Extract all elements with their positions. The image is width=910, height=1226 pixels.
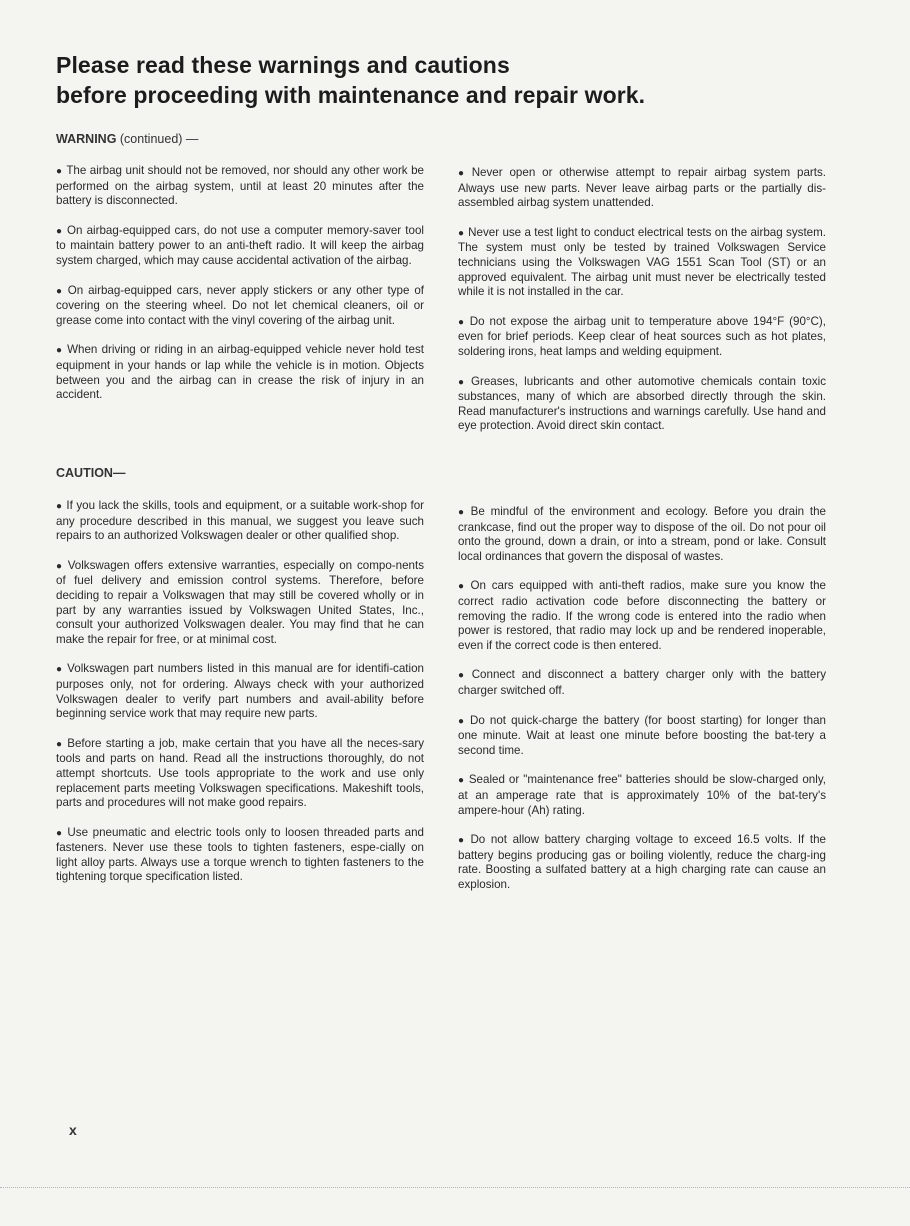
caution-item: ● Be mindful of the environment and ecology. Before you drain the crankcase, find out the proper way to dispose of the oil. Do not pour oil onto the ground, down a drain, or into a stream, pond or lake. Consult local ordinances that govern the disposal of wastes. (458, 505, 826, 563)
bullet-icon: ● (458, 507, 467, 518)
caution-right-column (458, 505, 826, 907)
title-line-1: Please read these warnings and cautions (56, 52, 510, 78)
warning-item: ● When driving or riding in an airbag-equipped vehicle never hold test equipment in your hands or lap while the vehicle is in motion. Objects between you and the airbag can in crease the risk of injury in an accident. (56, 343, 424, 402)
bullet-icon: ● (458, 835, 467, 847)
warning-item: ● On airbag-equipped cars, do not use a computer memory-saver tool to maintain battery power to an anti-theft radio. It will keep the airbag system charged, which may cause accidental activation of the airbag. (56, 223, 424, 267)
bullet-icon: ● (56, 166, 63, 177)
bullet-icon: ● (56, 664, 64, 676)
warning-left-column (56, 164, 424, 418)
warning-suffix: (continued) — (116, 132, 199, 146)
caution-item: ● Connect and disconnect a battery charger only with the battery charger switched off. (458, 668, 827, 697)
caution-heading (56, 466, 125, 480)
bullet-icon: ● (56, 560, 64, 572)
warning-right-column (458, 166, 826, 449)
warning-item: ● On airbag-equipped cars, never apply stickers or any other type of covering on the steering wheel. Do not let chemical cleaners, oil or grease come into contact with the vinyl covering of the airbag unit. (56, 283, 425, 327)
scan-edge-divider (0, 1187, 910, 1189)
bullet-icon: ● (458, 670, 468, 682)
caution-item: ● Do not quick-charge the battery (for boost starting) for longer than one minute. Wait at least one minute before boosting the bat-tery a second time. (458, 713, 826, 757)
bullet-icon: ● (56, 225, 63, 237)
bullet-icon: ● (56, 738, 64, 750)
page-title (56, 50, 645, 110)
warning-label: WARNING (56, 132, 117, 146)
bullet-icon: ● (56, 285, 64, 297)
caution-label: CAUTION— (56, 466, 126, 480)
bullet-icon: ● (458, 715, 466, 727)
page-number: x (69, 1122, 77, 1138)
caution-left-column (56, 499, 424, 900)
bullet-icon: ● (458, 168, 468, 179)
caution-item: ● Before starting a job, make certain that you have all the neces-sary tools and parts on hand. Read all the instructions thoroughly, do not attempt shortcuts. Use tools appropriate to the work and use only replacement parts meeting Volkswagen specifications. Makeshift tools, parts and procedures will not make good repairs. (56, 736, 424, 810)
caution-item: ● If you lack the skills, tools and equipment, or a suitable work-shop for any procedure described in this manual, we suggest you leave such repairs to an authorized Volkswagen dealer or other qualified shop. (56, 499, 424, 543)
bullet-icon: ● (458, 775, 465, 787)
warning-item: ● Do not expose the airbag unit to temperature above 194°F (90°C), even for brief periods. Keep clear of heat sources such as hot plates, soldering irons, heat lamps and welding equipment. (458, 314, 827, 358)
bullet-icon: ● (458, 316, 466, 328)
caution-item: ● Volkswagen part numbers listed in this manual are for identifi-cation purposes only, not for ordering. Always check with your authorized Volkswagen dealer to verify part numbers and avail-ability before beginning service work that may require new parts. (56, 662, 424, 721)
warning-item: ● Never open or otherwise attempt to repair airbag system parts. Always use new parts. Never leave airbag parts or the partially dis-assembled airbag system unattended. (458, 166, 826, 210)
bullet-icon: ● (458, 376, 467, 388)
caution-item: ● Sealed or "maintenance free" batteries should be slow-charged only, at an amperage rate that is approximately 10% of the bat-tery's ampere-hour (Ah) rating. (458, 773, 826, 817)
bullet-icon: ● (458, 227, 465, 239)
warning-heading (56, 132, 198, 146)
warning-item: ● The airbag unit should not be removed, nor should any other work be performed on the airbag system, until at least 20 minutes after the battery is disconnected. (56, 164, 424, 208)
caution-item: ● On cars equipped with anti-theft radios, make sure you know the correct radio activation code before disconnecting the battery or removing the radio. If the wrong code is entered into the radio when power is restored, that radio may lock up and be rendered inoperable, even if the correct code is then entered. (458, 579, 826, 652)
caution-item: ● Use pneumatic and electric tools only to loosen threaded parts and fasteners. Never use these tools to tighten fasteners, espe-cially on light alloy parts. Always use a torque wrench to tighten fasteners to the tightening torque specification listed. (56, 825, 424, 884)
caution-item: ● Volkswagen offers extensive warranties, especially on compo-nents of fuel delivery and emission control systems. Therefore, before deciding to repair a Volkswagen that may still be covered wholly or in part by any warranties issued by Volkswagen United States, Inc., consult your authorized Volkswagen dealer. You may find that he can make the repair for free, or at minimal cost. (56, 558, 424, 646)
warning-item: ● Greases, lubricants and other automotive chemicals contain toxic substances, many of which are absorbed directly through the skin. Read manufacturer's instructions and warnings carefully. Use hand and eye protection. Avoid direct skin contact. (458, 374, 826, 433)
bullet-icon: ● (56, 345, 64, 357)
bullet-icon: ● (458, 581, 467, 593)
warning-item: ● Never use a test light to conduct electrical tests on the airbag system. The system must only be tested by trained Volkswagen Service technicians using the Volkswagen VAG 1551 Scan Tool (ST) or an approved equivalent. The airbag unit must never be electrically tested while it is not installed in the car. (458, 225, 826, 299)
bullet-icon: ● (56, 501, 63, 512)
title-line-2: before proceeding with maintenance and repair work. (56, 82, 646, 108)
bullet-icon: ● (56, 827, 64, 839)
caution-item: ● Do not allow battery charging voltage to exceed 16.5 volts. If the battery begins producing gas or boiling violently, reduce the charg-ing rate. Boosting a sulfated battery at a high charging rate can cause an explosion. (458, 833, 826, 891)
